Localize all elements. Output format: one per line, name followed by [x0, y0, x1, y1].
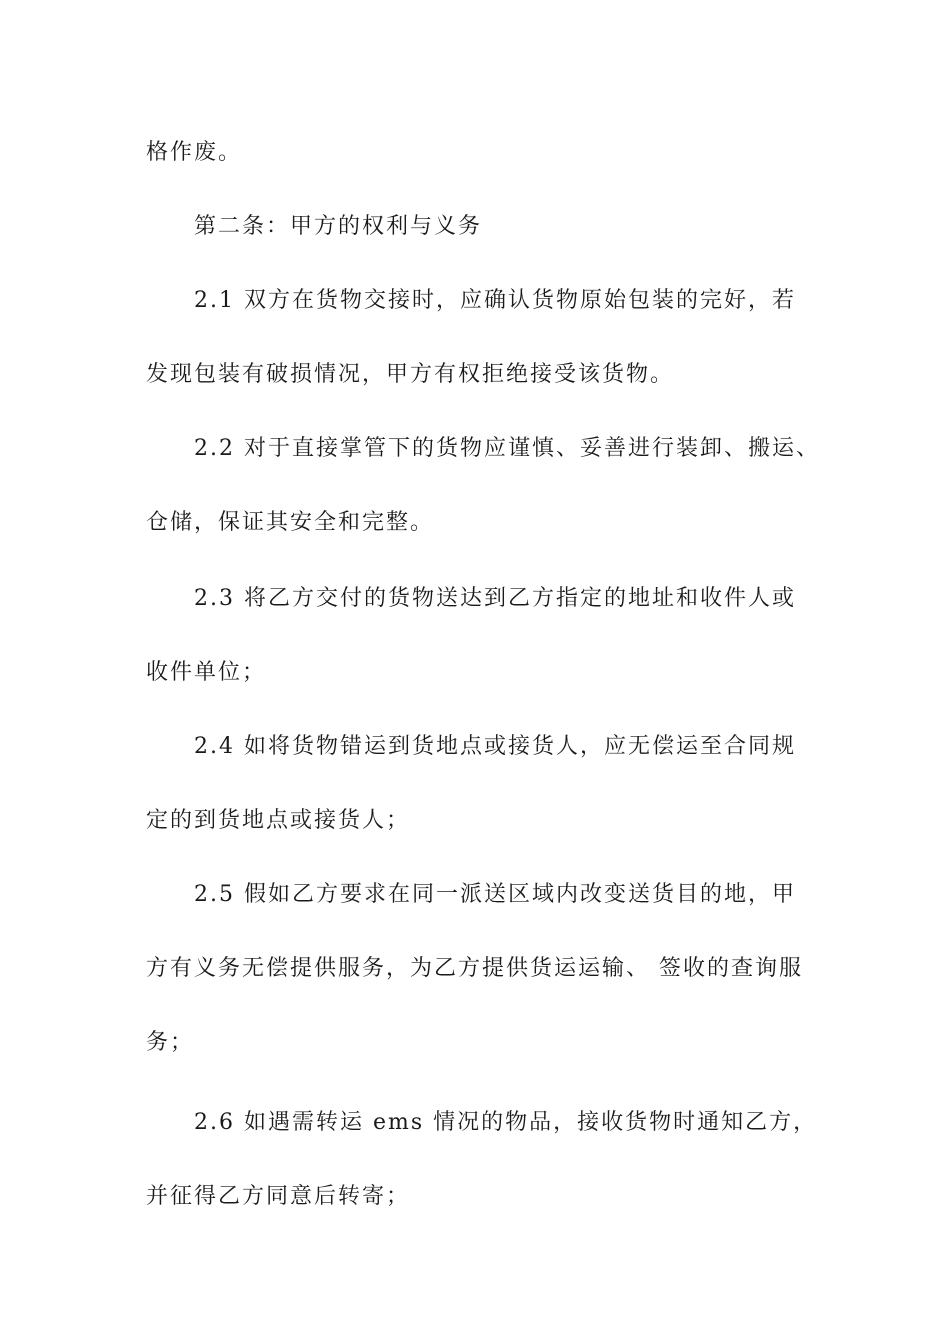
- text-line: 务；: [146, 1030, 195, 1055]
- text-line: 并征得乙方同意后转寄；: [146, 1184, 411, 1209]
- text-line: 定的到货地点或接货人；: [146, 808, 411, 833]
- clause-2-1: [146, 264, 816, 412]
- text-line: 2.2 对于直接掌管下的货物应谨慎、妥善进行装卸、搬运、: [194, 436, 820, 461]
- text-line: 第二条：甲方的权利与义务: [194, 214, 483, 239]
- text-line: 2.1 双方在货物交接时，应确认货物原始包装的完好，若: [194, 288, 796, 313]
- paragraph-continuation: [146, 116, 816, 190]
- section-heading-article-2: [146, 190, 816, 264]
- text-line: 格作废。: [146, 140, 243, 165]
- clause-2-2: [146, 412, 820, 560]
- text-line: 方有义务无偿提供服务，为乙方提供货运运输、 签收的查询服: [146, 956, 803, 981]
- clause-2-4: [146, 710, 816, 858]
- text-line: 发现包装有破损情况，甲方有权拒绝接受该货物。: [146, 362, 675, 387]
- clause-2-6: [146, 1086, 816, 1234]
- text-line: 2.6 如遇需转运 ems 情况的物品，接收货物时通知乙方，: [194, 1110, 818, 1135]
- text-line: 仓储，保证其安全和完整。: [146, 510, 435, 535]
- clause-2-3: [146, 562, 816, 710]
- text-line: 2.5 假如乙方要求在同一派送区域内改变送货目的地，甲: [194, 882, 796, 907]
- clause-2-5: [146, 858, 816, 1080]
- text-line: 2.3 将乙方交付的货物送达到乙方指定的地址和收件人或: [194, 586, 796, 611]
- text-line: 2.4 如将货物错运到货地点或接货人，应无偿运至合同规: [194, 734, 796, 759]
- text-line: 收件单位；: [146, 660, 267, 685]
